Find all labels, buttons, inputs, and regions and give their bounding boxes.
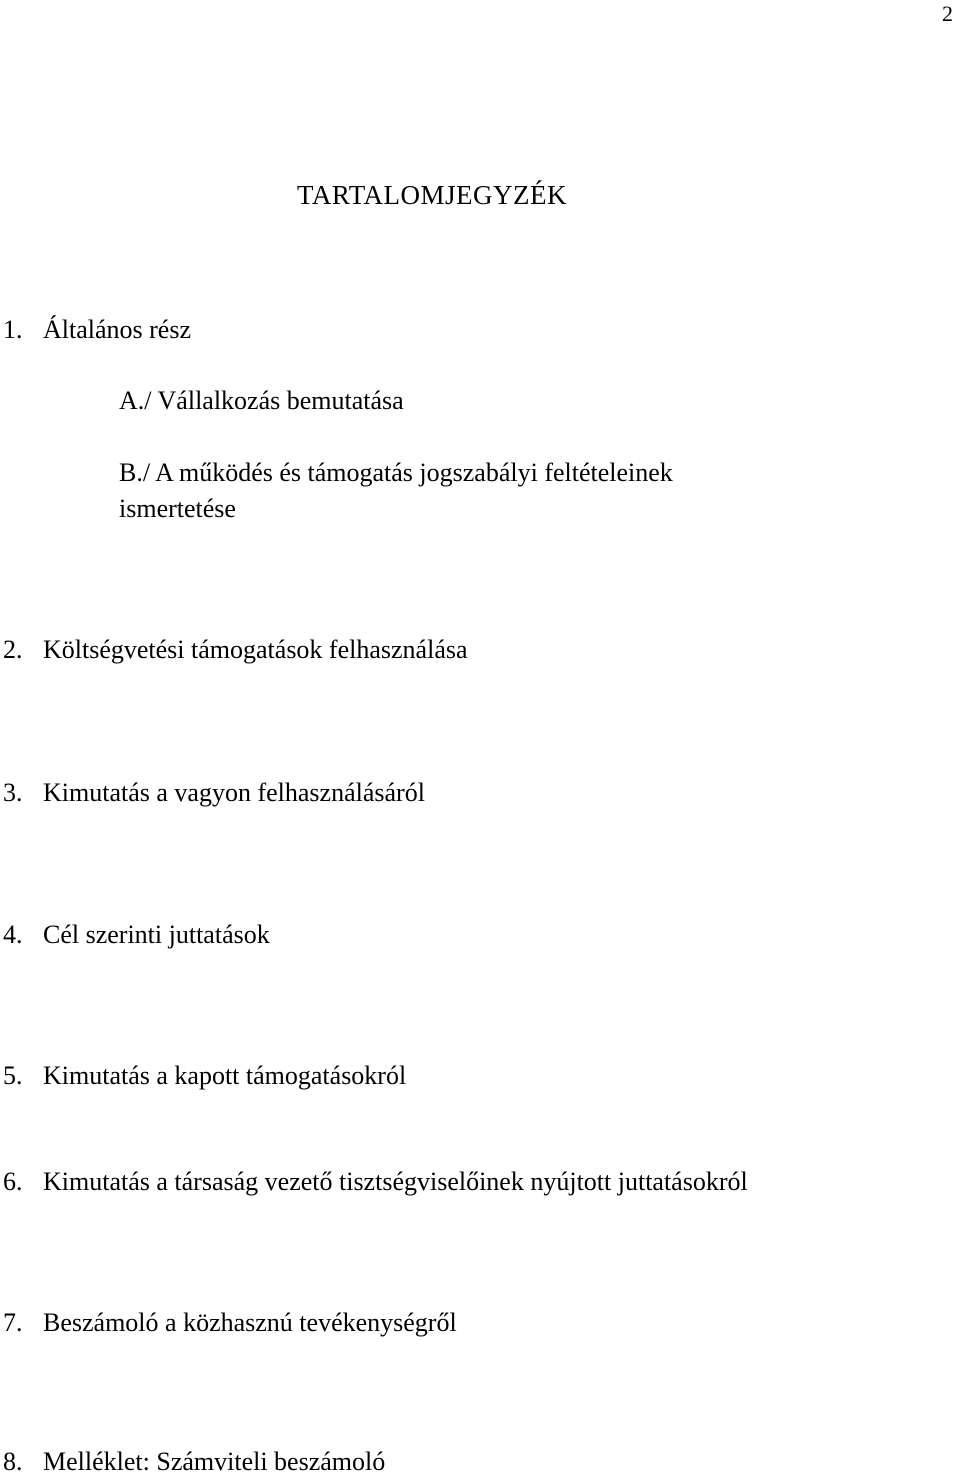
toc-item-label: Költségvetési támogatások felhasználása — [43, 635, 468, 664]
toc-item-6 — [3, 1164, 748, 1200]
toc-title: TARTALOMJEGYZÉK — [297, 180, 568, 210]
toc-item-number: 2. — [3, 635, 23, 664]
toc-item-1 — [3, 312, 191, 348]
toc-item-label: Melléklet: Számviteli beszámoló — [43, 1447, 386, 1476]
toc-subitem-b-line2: ismertetése — [119, 494, 236, 523]
toc-item-8 — [3, 1444, 385, 1480]
toc-item-2 — [3, 632, 468, 668]
toc-item-label: Kimutatás a társaság vezető tisztségviselőinek nyújtott juttatásokról — [43, 1167, 748, 1196]
toc-item-label: Kimutatás a kapott támogatásokról — [43, 1061, 407, 1090]
toc-item-7 — [3, 1305, 457, 1341]
toc-item-number: 5. — [3, 1061, 23, 1090]
toc-item-label: Beszámoló a közhasznú tevékenységről — [43, 1308, 457, 1337]
page-number: 2 — [942, 1, 953, 26]
toc-item-number: 3. — [3, 778, 23, 807]
toc-item-5 — [3, 1058, 406, 1094]
toc-subitem-b-line1: B./ A működés és támogatás jogszabályi feltételeinek — [119, 458, 673, 487]
toc-item-label: Cél szerinti juttatások — [43, 920, 270, 949]
toc-item-number: 6. — [3, 1167, 23, 1196]
toc-item-number: 1. — [3, 315, 23, 344]
toc-item-number: 7. — [3, 1308, 23, 1337]
toc-item-3 — [3, 775, 425, 811]
toc-item-number: 4. — [3, 920, 23, 949]
toc-item-4 — [3, 917, 270, 953]
toc-item-label: Kimutatás a vagyon felhasználásáról — [43, 778, 425, 807]
toc-item-label: Általános rész — [43, 315, 192, 344]
toc-subitem-a: A./ Vállalkozás bemutatása — [119, 386, 404, 415]
toc-subitem-b — [119, 455, 673, 527]
toc-item-number: 8. — [3, 1447, 23, 1476]
